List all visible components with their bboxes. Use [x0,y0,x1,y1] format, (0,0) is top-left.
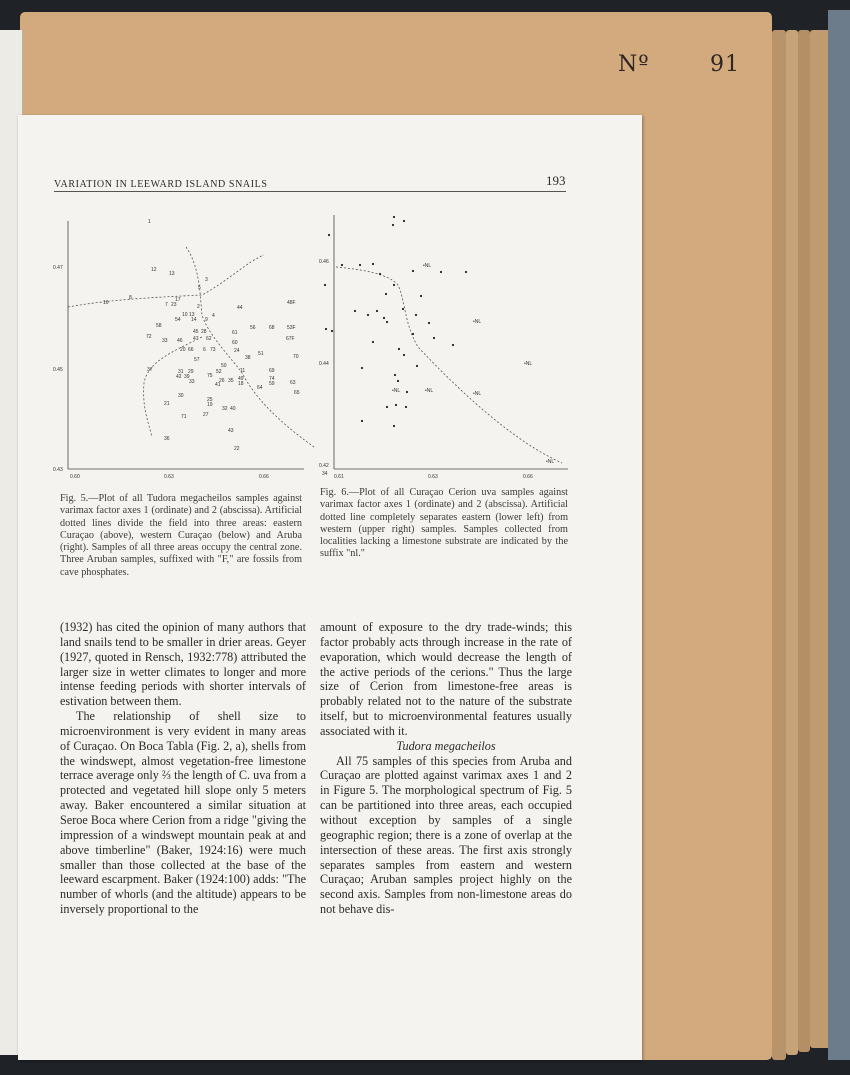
data-point-label: 52 [216,369,222,375]
data-point [372,341,374,343]
data-point-label: 53F [287,325,296,331]
data-point-label: 9 [205,317,208,323]
data-point-label: 41 [215,382,221,388]
x-tick-label: 0.63 [164,474,174,480]
body-column-left [60,620,306,917]
data-point [361,367,363,369]
data-point [328,234,330,236]
x-tick-label: 0.61 [334,474,344,480]
data-point-label: 69 [269,368,275,374]
data-point [376,310,378,312]
data-point [331,330,333,332]
data-point-label: 30 [178,393,184,399]
data-point [392,224,394,226]
data-point [325,328,327,330]
data-point [383,317,385,319]
figure-6 [318,211,570,494]
data-point-label: •NL [392,388,401,394]
data-point-label: 28 [201,329,207,335]
data-point [415,314,417,316]
data-point-label: 50 [221,363,227,369]
data-point [385,293,387,295]
data-point [398,348,400,350]
page-number: 193 [546,173,566,188]
data-point-label: 59 [269,381,275,387]
data-point-label: 72 [146,334,152,340]
data-point-label: 44 [237,305,243,311]
data-point [393,216,395,218]
data-point-label: •NL [524,361,533,367]
paragraph: (1932) has cited the opinion of many authors that land snails tend to be smaller in drier areas. Geyer (1927, quoted in Rensch, 1932:778) attributed the larger size in wetter climates to longer and more intense feeding periods with shorter intervals of estivation between them. [60,620,306,709]
data-point [386,321,388,323]
paragraph: amount of exposure to the dry trade-winds; this factor probably acts through increase in the rate of evaporation, which would decrease the length of the active periods of the cerions." Thus the large size of Cerion from limestone-free areas is probably related not to the nature of the substrate itself, but to microenvironmental features usually associated with it. [320,620,572,738]
data-point-label: 38 [245,355,251,361]
data-point-label: 10 [182,312,188,318]
data-point [433,337,435,339]
data-point-label: 75 [207,373,213,379]
x-tick-label: 0.63 [428,474,438,480]
data-point-label: 45 [193,329,199,335]
data-point [428,322,430,324]
data-point-label: 20 [180,347,186,353]
data-point-label: 66 [188,347,194,353]
data-point-label: 11 [240,368,246,374]
data-point-label: 36 [164,436,170,442]
binder-spine [828,10,850,1060]
data-point-label: 6 [203,347,206,353]
y-tick-label: 0.47 [53,265,63,271]
paragraph: The relationship of shell size to microenvironment is very evident in many areas of Curaçao. On Boca Tabla (Fig. 2, a), shells from the windswept, almost vegetation-free limestone terrace average only ⅔ the length of C. uva from a protected and vegetated hill slope only 5 meters away. Baker encountered a similar situation at Seroe Boca where Cerion from a ridge "giving the impression of a windswept mountain peak at and above timberline" (Baker, 1924:16) were much smaller than those collected at the base of the leeward escarpment. Baker (1924:100) adds: "The number of whorls (and the altitude) appears to be inversely proportional to the [60,709,306,917]
data-point [372,263,374,265]
data-point-label: 22 [234,446,240,452]
folder-edge [798,30,810,1052]
data-point-label: 8 [129,295,132,301]
data-point-label: 16 [103,300,109,306]
data-point [403,220,405,222]
data-point [395,404,397,406]
data-point [354,310,356,312]
data-point-label: 1 [148,219,151,225]
folder-stamp-number: 91 [710,52,740,77]
data-point-label: 42 [176,374,182,380]
data-point-label: 18 [238,381,244,387]
data-points [103,219,328,477]
data-point [412,270,414,272]
x-tick-label: 0.66 [523,474,533,480]
folder-edge [772,30,786,1060]
y-tick-label: 0.43 [53,467,63,473]
data-point-label: 40 [230,406,236,412]
data-point-label: 21 [164,401,170,407]
data-point-label: 49 [238,376,244,382]
figure-5-caption: Fig. 5.—Plot of all Tudora megacheilos samples against varimax factor axes 1 (ordinate) and 2 (abscissa). Artificial dotted lines divide the field into three areas: eastern Curaçao (above), western Curaçao (below) and Aruba (right). Samples of all three areas occupy the central zone. Three Aruban samples, suffixed with "F," are fossils from cave phosphates. [60,493,302,578]
data-point [403,354,405,356]
journal-page [18,115,642,1060]
divider-line [68,255,264,307]
data-point-label: 43 [228,428,234,434]
data-point-label: 58 [156,323,162,329]
x-tick-label: 0.60 [70,474,80,480]
data-point-label: 51 [258,351,264,357]
data-point-label: 68 [269,325,275,331]
data-point-label: •NL [473,319,482,325]
data-point-label: 56 [250,325,256,331]
section-title: Tudora megacheilos [396,738,496,753]
data-point-label: 35 [228,378,234,384]
data-point [379,273,381,275]
data-point [361,420,363,422]
data-point-label: 31 [178,369,184,375]
data-point-label: 37 [147,367,153,373]
folder-edge [810,30,830,1048]
data-point [397,380,399,382]
data-point [412,333,414,335]
data-point-label: 70 [293,354,299,360]
data-point-label: 63 [290,380,296,386]
paragraph: All 75 samples of this species from Aruba and Curaçao are plotted against varimax axes 1 and 2 in Figure 5. The morphological spectrum of Fig. 5 can be partitioned into three areas, each occupied without exception by samples of a single geographic region; there is a zone of overlap at the intersection of these areas. The first axis strongly separates samples from eastern and western Curaçao; Aruban samples project highly on the second axis. Samples from non-limestone areas do not behave dis- [320,753,572,917]
y-tick-label: 0.46 [319,259,329,265]
data-point [406,391,408,393]
folder-stamp-no: Nº [618,52,650,77]
data-point-label: 34 [322,471,328,477]
figure-6-caption: Fig. 6.—Plot of all Curaçao Cerion uva samples against varimax factor axes 1 (ordinate) and 2 (abscissa). Artificial dotted line completely separates eastern (lower left) from western (upper right) samples. Samples collected from localities lacking a limestone substrate are indicated by the suffix "nl." [320,487,568,560]
data-point-label: 47 [193,336,199,342]
data-point-label: 64 [257,385,263,391]
data-point [465,271,467,273]
data-point-label: 48F [287,300,296,306]
data-point-label: 25 [207,397,213,403]
data-point-label: 24 [234,348,240,354]
data-point-label: 7 [165,302,168,308]
data-point-label: •NL [546,459,555,465]
header-rule [54,191,566,192]
data-point [386,406,388,408]
data-point-label: 33 [162,338,168,344]
data-point-label: 61 [232,330,238,336]
data-point-label: 65 [294,390,300,396]
data-point-label: 32 [222,406,228,412]
data-point-label: 13 [169,271,175,277]
data-point [393,284,395,286]
data-point-label: 17 [175,297,181,303]
data-point-label: 71 [181,414,187,420]
data-points [324,216,554,465]
y-tick-label: 0.45 [53,367,63,373]
y-tick-label: 0.44 [319,361,329,367]
data-point-label: 3 [205,277,208,283]
data-point-label: 54 [175,317,181,323]
data-point-label: 60 [232,340,238,346]
data-point [394,374,396,376]
data-point-label: 29 [188,369,194,375]
data-point [416,365,418,367]
data-point-label: 14 [191,317,197,323]
data-point [324,284,326,286]
data-point-label: 27 [203,412,209,418]
body-column-right [320,620,572,917]
data-point-label: 62 [206,336,212,342]
data-point-label: 33 [189,379,195,385]
data-point-label: 5 [198,285,201,291]
data-point [452,344,454,346]
running-head: VARIATION IN LEEWARD ISLAND SNAILS [54,179,268,190]
data-point [359,264,361,266]
data-point [393,425,395,427]
data-point [405,406,407,408]
figure-6-plot [318,211,570,489]
data-point-label: •NL [425,388,434,394]
data-point-label: 57 [194,357,200,363]
data-point-label: 4 [212,313,215,319]
data-point-label: 73 [210,347,216,353]
x-tick-label: 0.66 [259,474,269,480]
data-point-label: 26 [219,378,225,384]
data-point-label: 39 [184,374,190,380]
data-point [402,308,404,310]
data-point-label: 19 [207,402,213,408]
data-point-label: 67F [286,336,295,342]
data-point-label: 12 [151,267,157,273]
data-point [420,295,422,297]
data-point-label: 2 [197,304,200,310]
data-point [440,271,442,273]
data-point-label: 23 [171,302,177,308]
data-point [367,314,369,316]
data-point-label: 74 [269,376,275,382]
y-tick-label: 0.42 [319,463,329,469]
folder-edge [786,30,798,1055]
data-point-label: 13 [189,312,195,318]
data-point-label: 46 [177,338,183,344]
data-point [341,264,343,266]
data-point-label: •NL [423,263,432,269]
data-point-label: •NL [473,391,482,397]
